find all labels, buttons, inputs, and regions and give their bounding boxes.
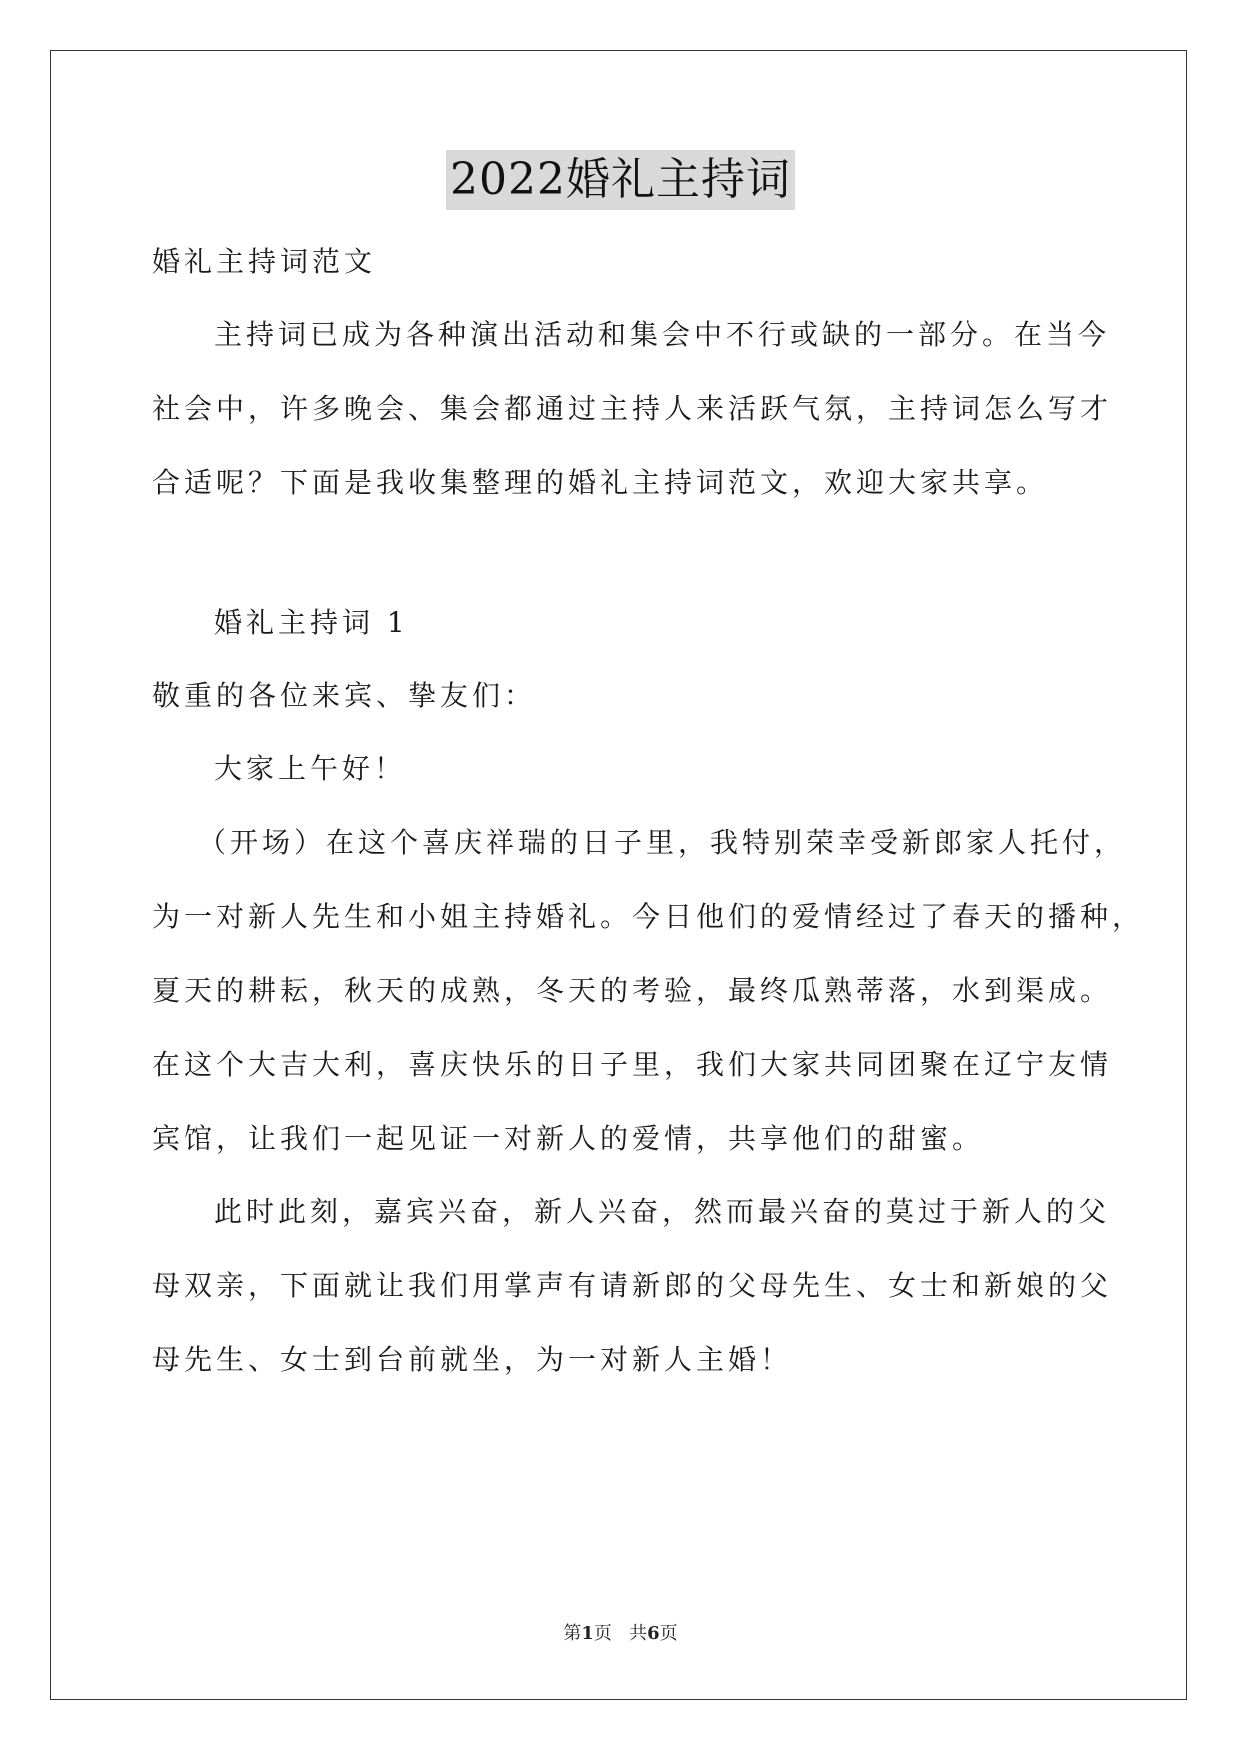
paragraph-line: 在这个大吉大利，喜庆快乐的日子里，我们大家共同团聚在辽宁友情 — [152, 1048, 1113, 1081]
section-heading: 婚礼主持词 1 — [214, 606, 409, 639]
paragraph-line: 合适呢？下面是我收集整理的婚礼主持词范文，欢迎大家共享。 — [152, 466, 1049, 499]
paragraph-line: 为一对新人先生和小姐主持婚礼。今日他们的爱情经过了春天的播种， — [152, 900, 1145, 933]
paragraph-line: 社会中，许多晚会、集会都通过主持人来活跃气氛，主持词怎么写才 — [152, 392, 1113, 425]
paragraph-line: 此时此刻，嘉宾兴奋，新人兴奋，然而最兴奋的莫过于新人的父 — [214, 1195, 1111, 1228]
document-title: 2022婚礼主持词 — [446, 150, 795, 210]
footer-page-suffix: 页 — [659, 1623, 678, 1644]
footer-current-page: 1 — [581, 1623, 594, 1644]
footer-total-pages: 6 — [647, 1623, 660, 1644]
page-border — [50, 50, 1187, 1700]
subtitle-line: 婚礼主持词范文 — [152, 245, 377, 278]
salutation-line: 敬重的各位来宾、挚友们： — [152, 679, 537, 712]
paragraph-line: 宾馆，让我们一起见证一对新人的爱情，共享他们的甜蜜。 — [152, 1122, 985, 1155]
paragraph-line: （开场）在这个喜庆祥瑞的日子里，我特别荣幸受新郎家人托付， — [198, 826, 1127, 859]
title-container — [0, 150, 1241, 210]
greeting-line: 大家上午好！ — [214, 752, 407, 785]
footer-page-prefix: 第 — [563, 1623, 582, 1644]
paragraph-line: 母先生、女士到台前就坐，为一对新人主婚！ — [152, 1343, 793, 1376]
paragraph-line: 主持词已成为各种演出活动和集会中不行或缺的一部分。在当今 — [214, 318, 1111, 351]
footer-page-mid: 页 共 — [593, 1623, 648, 1644]
page-footer — [0, 1622, 1241, 1646]
paragraph-line: 夏天的耕耘，秋天的成熟，冬天的考验，最终瓜熟蒂落，水到渠成。 — [152, 974, 1113, 1007]
paragraph-line: 母双亲，下面就让我们用掌声有请新郎的父母先生、女士和新娘的父 — [152, 1269, 1113, 1302]
